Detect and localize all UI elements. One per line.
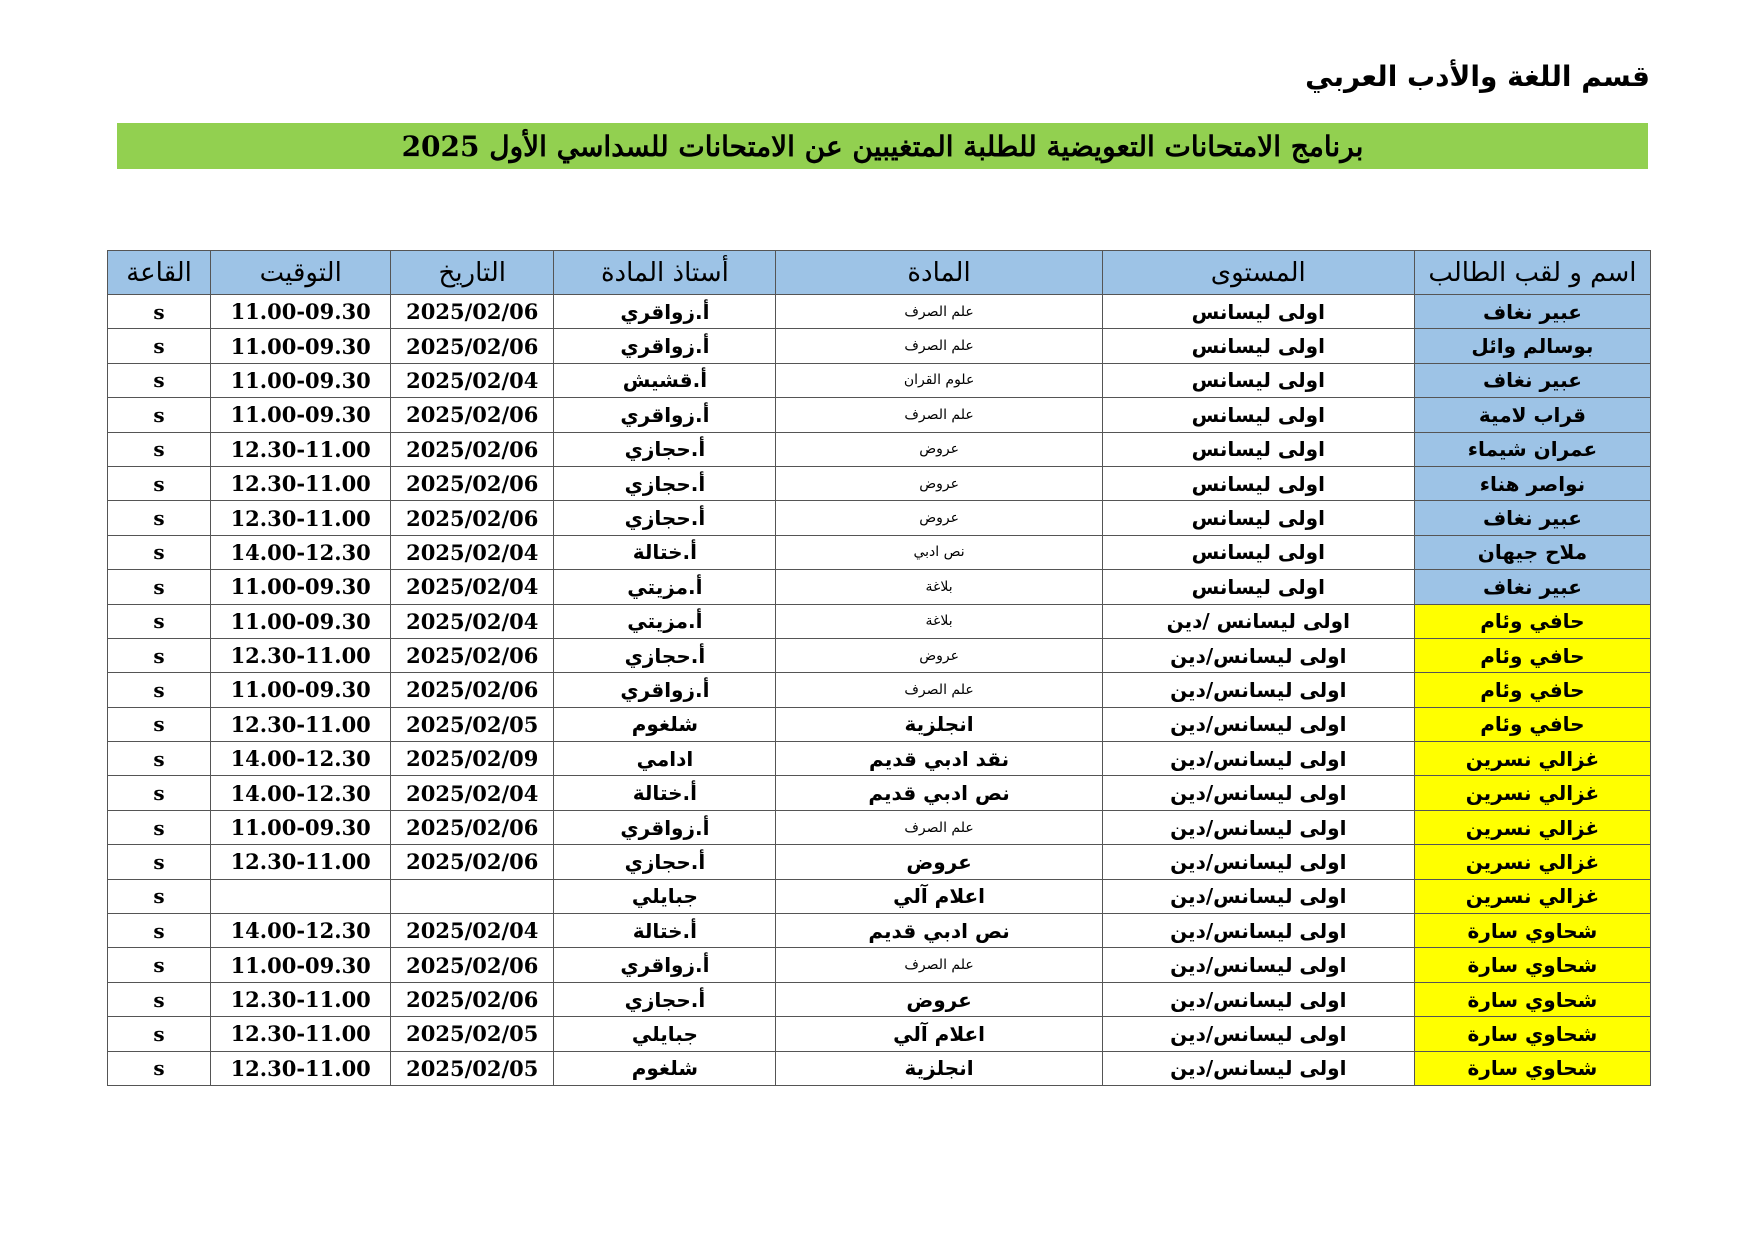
cell-date: 2025/02/06 <box>391 466 554 500</box>
cell-student-name: حافي وئام <box>1414 707 1650 741</box>
table-row <box>108 466 1651 500</box>
cell-student-name: قراب لامية <box>1414 398 1650 432</box>
cell-date: 2025/02/06 <box>391 501 554 535</box>
cell-subject: عروض <box>776 466 1102 500</box>
cell-level: اولى ليسانس/دين <box>1102 673 1414 707</box>
cell-subject: نص ادبي قديم <box>776 914 1102 948</box>
cell-room: s <box>108 1017 211 1051</box>
cell-student-name: حافي وئام <box>1414 604 1650 638</box>
table-row <box>108 501 1651 535</box>
cell-date: 2025/02/06 <box>391 398 554 432</box>
cell-room: s <box>108 535 211 569</box>
cell-room: s <box>108 810 211 844</box>
table-row <box>108 879 1651 913</box>
cell-teacher: شلغوم <box>554 1051 776 1085</box>
table-row <box>108 742 1651 776</box>
cell-time <box>211 879 391 913</box>
cell-date: 2025/02/06 <box>391 638 554 672</box>
cell-time: 12.30-11.00 <box>211 501 391 535</box>
cell-level: اولى ليسانس/دين <box>1102 879 1414 913</box>
cell-level: اولى ليسانس /دين <box>1102 604 1414 638</box>
cell-level: اولى ليسانس/دين <box>1102 707 1414 741</box>
cell-time: 12.30-11.00 <box>211 845 391 879</box>
cell-date: 2025/02/05 <box>391 707 554 741</box>
cell-student-name: نواصر هناء <box>1414 466 1650 500</box>
cell-date: 2025/02/05 <box>391 1051 554 1085</box>
cell-date: 2025/02/06 <box>391 673 554 707</box>
cell-time: 12.30-11.00 <box>211 432 391 466</box>
cell-teacher: أ.حجازي <box>554 432 776 466</box>
cell-date: 2025/02/05 <box>391 1017 554 1051</box>
cell-time: 14.00-12.30 <box>211 776 391 810</box>
cell-room: s <box>108 776 211 810</box>
cell-level: اولى ليسانس/دين <box>1102 776 1414 810</box>
cell-student-name: غزالي نسرين <box>1414 845 1650 879</box>
cell-teacher: شلغوم <box>554 707 776 741</box>
cell-teacher: جبايلي <box>554 879 776 913</box>
cell-date: 2025/02/06 <box>391 432 554 466</box>
cell-time: 12.30-11.00 <box>211 1051 391 1085</box>
cell-time: 11.00-09.30 <box>211 810 391 844</box>
cell-level: اولى ليسانس <box>1102 398 1414 432</box>
table-row <box>108 363 1651 397</box>
cell-subject: علوم القران <box>776 363 1102 397</box>
cell-teacher: أ.حجازي <box>554 638 776 672</box>
header-time: التوقيت <box>211 251 391 295</box>
cell-date: 2025/02/04 <box>391 363 554 397</box>
cell-room: s <box>108 742 211 776</box>
cell-room: s <box>108 707 211 741</box>
table-row <box>108 673 1651 707</box>
cell-date: 2025/02/04 <box>391 776 554 810</box>
table-row <box>108 398 1651 432</box>
cell-date: 2025/02/04 <box>391 914 554 948</box>
cell-teacher: أ.ختالة <box>554 914 776 948</box>
cell-time: 14.00-12.30 <box>211 535 391 569</box>
cell-level: اولى ليسانس <box>1102 466 1414 500</box>
cell-time: 12.30-11.00 <box>211 1017 391 1051</box>
cell-time: 11.00-09.30 <box>211 363 391 397</box>
header-teacher: أستاذ المادة <box>554 251 776 295</box>
cell-subject: انجلزية <box>776 1051 1102 1085</box>
cell-room: s <box>108 914 211 948</box>
cell-room: s <box>108 466 211 500</box>
cell-subject: علم الصرف <box>776 398 1102 432</box>
table-row <box>108 329 1651 363</box>
cell-student-name: غزالي نسرين <box>1414 776 1650 810</box>
cell-teacher: أ.زواقري <box>554 948 776 982</box>
cell-subject: بلاغة <box>776 604 1102 638</box>
cell-teacher: ادامي <box>554 742 776 776</box>
cell-time: 11.00-09.30 <box>211 948 391 982</box>
cell-subject: علم الصرف <box>776 673 1102 707</box>
table-row <box>108 535 1651 569</box>
cell-level: اولى ليسانس/دين <box>1102 982 1414 1016</box>
table-row <box>108 845 1651 879</box>
cell-room: s <box>108 329 211 363</box>
cell-subject: اعلام آلي <box>776 879 1102 913</box>
cell-room: s <box>108 570 211 604</box>
header-student-name: اسم و لقب الطالب <box>1414 251 1650 295</box>
cell-room: s <box>108 501 211 535</box>
cell-student-name: شحاوي سارة <box>1414 948 1650 982</box>
cell-student-name: شحاوي سارة <box>1414 914 1650 948</box>
table-row <box>108 982 1651 1016</box>
header-level: المستوى <box>1102 251 1414 295</box>
cell-teacher: أ.قشيش <box>554 363 776 397</box>
table-row <box>108 948 1651 982</box>
cell-time: 14.00-12.30 <box>211 742 391 776</box>
cell-teacher: أ.ختالة <box>554 776 776 810</box>
table-row <box>108 638 1651 672</box>
cell-time: 11.00-09.30 <box>211 398 391 432</box>
cell-date: 2025/02/06 <box>391 948 554 982</box>
cell-room: s <box>108 948 211 982</box>
cell-level: اولى ليسانس/دين <box>1102 638 1414 672</box>
table-row <box>108 776 1651 810</box>
cell-level: اولى ليسانس <box>1102 295 1414 329</box>
schedule-title-text: برنامج الامتحانات التعويضية للطلبة المتغيبين عن الامتحانات للسداسي الأول 2025 <box>401 129 1364 163</box>
cell-teacher: جبايلي <box>554 1017 776 1051</box>
cell-date: 2025/02/09 <box>391 742 554 776</box>
cell-time: 14.00-12.30 <box>211 914 391 948</box>
cell-room: s <box>108 604 211 638</box>
cell-teacher: أ.حجازي <box>554 466 776 500</box>
cell-level: اولى ليسانس/دين <box>1102 1017 1414 1051</box>
cell-time: 11.00-09.30 <box>211 570 391 604</box>
cell-date: 2025/02/04 <box>391 570 554 604</box>
cell-teacher: أ.حجازي <box>554 501 776 535</box>
cell-level: اولى ليسانس <box>1102 329 1414 363</box>
cell-room: s <box>108 363 211 397</box>
cell-room: s <box>108 879 211 913</box>
cell-room: s <box>108 673 211 707</box>
cell-teacher: أ.مزيتي <box>554 570 776 604</box>
cell-subject: اعلام آلي <box>776 1017 1102 1051</box>
cell-student-name: شحاوي سارة <box>1414 1017 1650 1051</box>
table-row <box>108 810 1651 844</box>
cell-student-name: بوسالم وائل <box>1414 329 1650 363</box>
cell-subject: علم الصرف <box>776 329 1102 363</box>
cell-level: اولى ليسانس <box>1102 432 1414 466</box>
table-row <box>108 914 1651 948</box>
cell-subject: عروض <box>776 501 1102 535</box>
cell-student-name: شحاوي سارة <box>1414 982 1650 1016</box>
cell-level: اولى ليسانس <box>1102 535 1414 569</box>
cell-subject: عروض <box>776 638 1102 672</box>
cell-time: 11.00-09.30 <box>211 604 391 638</box>
cell-student-name: غزالي نسرين <box>1414 810 1650 844</box>
cell-level: اولى ليسانس <box>1102 570 1414 604</box>
cell-time: 12.30-11.00 <box>211 466 391 500</box>
cell-teacher: أ.زواقري <box>554 295 776 329</box>
table-row <box>108 295 1651 329</box>
cell-subject: انجلزية <box>776 707 1102 741</box>
cell-date: 2025/02/06 <box>391 845 554 879</box>
cell-date: 2025/02/06 <box>391 982 554 1016</box>
cell-room: s <box>108 1051 211 1085</box>
cell-subject: عروض <box>776 432 1102 466</box>
cell-date: 2025/02/06 <box>391 810 554 844</box>
cell-time: 11.00-09.30 <box>211 329 391 363</box>
cell-time: 11.00-09.30 <box>211 295 391 329</box>
cell-subject: علم الصرف <box>776 948 1102 982</box>
header-subject: المادة <box>776 251 1102 295</box>
cell-room: s <box>108 432 211 466</box>
header-room: القاعة <box>108 251 211 295</box>
cell-student-name: عمران شيماء <box>1414 432 1650 466</box>
cell-level: اولى ليسانس/دين <box>1102 948 1414 982</box>
cell-level: اولى ليسانس/دين <box>1102 742 1414 776</box>
cell-date <box>391 879 554 913</box>
cell-teacher: أ.مزيتي <box>554 604 776 638</box>
cell-student-name: عبير نغاف <box>1414 295 1650 329</box>
cell-student-name: غزالي نسرين <box>1414 742 1650 776</box>
cell-room: s <box>108 398 211 432</box>
cell-subject: بلاغة <box>776 570 1102 604</box>
cell-room: s <box>108 845 211 879</box>
cell-time: 12.30-11.00 <box>211 638 391 672</box>
cell-time: 11.00-09.30 <box>211 673 391 707</box>
schedule-title <box>117 123 1648 169</box>
cell-subject: عروض <box>776 982 1102 1016</box>
cell-teacher: أ.زواقري <box>554 329 776 363</box>
cell-student-name: شحاوي سارة <box>1414 1051 1650 1085</box>
cell-subject: علم الصرف <box>776 295 1102 329</box>
cell-teacher: أ.زواقري <box>554 398 776 432</box>
cell-subject: نص ادبي <box>776 535 1102 569</box>
cell-time: 12.30-11.00 <box>211 707 391 741</box>
cell-student-name: عبير نغاف <box>1414 501 1650 535</box>
cell-room: s <box>108 982 211 1016</box>
cell-date: 2025/02/04 <box>391 535 554 569</box>
cell-student-name: غزالي نسرين <box>1414 879 1650 913</box>
cell-subject: نص ادبي قديم <box>776 776 1102 810</box>
cell-time: 12.30-11.00 <box>211 982 391 1016</box>
cell-date: 2025/02/06 <box>391 329 554 363</box>
cell-room: s <box>108 638 211 672</box>
cell-teacher: أ.حجازي <box>554 845 776 879</box>
table-row <box>108 1051 1651 1085</box>
table-row <box>108 570 1651 604</box>
cell-teacher: أ.زواقري <box>554 673 776 707</box>
cell-level: اولى ليسانس/دين <box>1102 845 1414 879</box>
cell-room: s <box>108 295 211 329</box>
cell-level: اولى ليسانس/دين <box>1102 914 1414 948</box>
cell-teacher: أ.ختالة <box>554 535 776 569</box>
header-date: التاريخ <box>391 251 554 295</box>
cell-student-name: حافي وئام <box>1414 638 1650 672</box>
cell-subject: عروض <box>776 845 1102 879</box>
table-header-row <box>108 251 1651 295</box>
cell-student-name: عبير نغاف <box>1414 570 1650 604</box>
table-row <box>108 1017 1651 1051</box>
cell-date: 2025/02/06 <box>391 295 554 329</box>
cell-level: اولى ليسانس <box>1102 501 1414 535</box>
cell-date: 2025/02/04 <box>391 604 554 638</box>
table-row <box>108 432 1651 466</box>
exam-schedule-table <box>107 250 1651 1086</box>
cell-subject: نقد ادبي قديم <box>776 742 1102 776</box>
cell-student-name: حافي وئام <box>1414 673 1650 707</box>
cell-teacher: أ.زواقري <box>554 810 776 844</box>
cell-student-name: عبير نغاف <box>1414 363 1650 397</box>
department-name: قسم اللغة والأدب العربي <box>1305 60 1650 93</box>
cell-student-name: ملاح جيهان <box>1414 535 1650 569</box>
table-row <box>108 707 1651 741</box>
table-row <box>108 604 1651 638</box>
cell-level: اولى ليسانس/دين <box>1102 810 1414 844</box>
cell-subject: علم الصرف <box>776 810 1102 844</box>
cell-level: اولى ليسانس <box>1102 363 1414 397</box>
cell-level: اولى ليسانس/دين <box>1102 1051 1414 1085</box>
cell-teacher: أ.حجازي <box>554 982 776 1016</box>
